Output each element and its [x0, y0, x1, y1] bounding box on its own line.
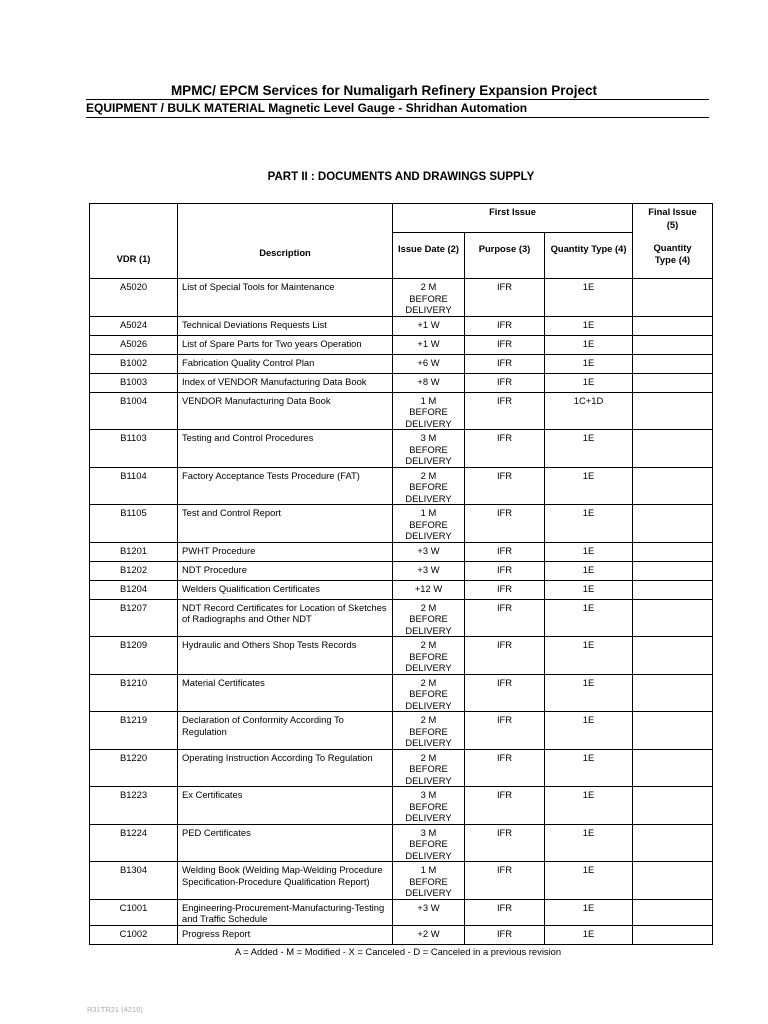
- vdr-cell: B1105: [90, 505, 178, 543]
- issue-date-cell: +2 W: [393, 925, 465, 944]
- col-header-qty-final: Quantity Type (4): [653, 242, 692, 265]
- table-row: [90, 542, 713, 561]
- final-quantity-cell: [633, 335, 713, 354]
- quantity-type-cell: 1E: [545, 505, 633, 543]
- vdr-cell: A5026: [90, 335, 178, 354]
- final-quantity-cell: [633, 392, 713, 430]
- quantity-type-cell: 1E: [545, 787, 633, 825]
- description-cell: Engineering-Procurement-Manufacturing-Testing and Traffic Schedule: [178, 899, 393, 925]
- col-header-description: Description: [178, 204, 393, 279]
- vdr-cell: B1220: [90, 749, 178, 787]
- purpose-cell: IFR: [465, 467, 545, 505]
- vdr-cell: B1004: [90, 392, 178, 430]
- purpose-cell: IFR: [465, 354, 545, 373]
- part-title: PART II : DOCUMENTS AND DRAWINGS SUPPLY: [267, 171, 535, 183]
- table-row: [90, 862, 713, 900]
- vdr-cell: B1204: [90, 580, 178, 599]
- final-quantity-cell: [633, 824, 713, 862]
- table-row: [90, 580, 713, 599]
- col-header-issue-date: Issue Date (2): [393, 233, 465, 279]
- issue-date-cell: +8 W: [393, 373, 465, 392]
- table-row: [90, 373, 713, 392]
- purpose-cell: IFR: [465, 430, 545, 468]
- purpose-cell: IFR: [465, 561, 545, 580]
- purpose-cell: IFR: [465, 373, 545, 392]
- issue-date-cell: 3 M BEFORE DELIVERY: [393, 787, 465, 825]
- purpose-cell: IFR: [465, 899, 545, 925]
- purpose-cell: IFR: [465, 542, 545, 561]
- description-cell: PED Certificates: [178, 824, 393, 862]
- purpose-cell: IFR: [465, 824, 545, 862]
- table-row: [90, 599, 713, 637]
- table-row: [90, 316, 713, 335]
- quantity-type-cell: 1E: [545, 599, 633, 637]
- quantity-type-cell: 1E: [545, 430, 633, 468]
- issue-date-cell: +1 W: [393, 335, 465, 354]
- table-row: [90, 749, 713, 787]
- issue-date-cell: 1 M BEFORE DELIVERY: [393, 505, 465, 543]
- vdr-cell: B1210: [90, 674, 178, 712]
- final-quantity-cell: [633, 580, 713, 599]
- quantity-type-cell: 1E: [545, 749, 633, 787]
- final-quantity-cell: [633, 862, 713, 900]
- vdr-cell: A5024: [90, 316, 178, 335]
- quantity-type-cell: 1E: [545, 712, 633, 750]
- col-header-qty-first: Quantity Type (4): [545, 233, 633, 279]
- issue-date-cell: 3 M BEFORE DELIVERY: [393, 824, 465, 862]
- final-quantity-cell: [633, 373, 713, 392]
- final-quantity-cell: [633, 925, 713, 944]
- description-cell: Index of VENDOR Manufacturing Data Book: [178, 373, 393, 392]
- description-cell: Progress Report: [178, 925, 393, 944]
- vdr-cell: A5020: [90, 279, 178, 317]
- table-row: [90, 467, 713, 505]
- quantity-type-cell: 1E: [545, 899, 633, 925]
- vdr-cell: C1002: [90, 925, 178, 944]
- document-title: MPMC/ EPCM Services for Numaligarh Refinery Expansion Project: [170, 83, 598, 98]
- issue-date-cell: +6 W: [393, 354, 465, 373]
- issue-date-cell: +1 W: [393, 316, 465, 335]
- issue-date-cell: +3 W: [393, 899, 465, 925]
- quantity-type-cell: 1C+1D: [545, 392, 633, 430]
- description-cell: Welding Book (Welding Map-Welding Procedure Specification-Procedure Qualification Report): [178, 862, 393, 900]
- vdr-cell: B1224: [90, 824, 178, 862]
- vdr-cell: B1104: [90, 467, 178, 505]
- quantity-type-cell: 1E: [545, 354, 633, 373]
- vdr-cell: B1207: [90, 599, 178, 637]
- quantity-type-cell: 1E: [545, 467, 633, 505]
- quantity-type-cell: 1E: [545, 542, 633, 561]
- col-header-purpose: Purpose (3): [465, 233, 545, 279]
- issue-date-cell: 3 M BEFORE DELIVERY: [393, 430, 465, 468]
- vdr-cell: B1103: [90, 430, 178, 468]
- table-row: [90, 824, 713, 862]
- description-cell: Technical Deviations Requests List: [178, 316, 393, 335]
- table-row: [90, 561, 713, 580]
- quantity-type-cell: 1E: [545, 824, 633, 862]
- description-cell: Testing and Control Procedures: [178, 430, 393, 468]
- final-quantity-cell: [633, 637, 713, 675]
- final-quantity-cell: [633, 712, 713, 750]
- final-quantity-cell: [633, 749, 713, 787]
- table-row: [90, 335, 713, 354]
- table-row: [90, 430, 713, 468]
- vdr-cell: C1001: [90, 899, 178, 925]
- description-cell: Ex Certificates: [178, 787, 393, 825]
- vdr-cell: B1223: [90, 787, 178, 825]
- issue-date-cell: +3 W: [393, 542, 465, 561]
- final-quantity-cell: [633, 467, 713, 505]
- table-row: [90, 637, 713, 675]
- final-quantity-cell: [633, 787, 713, 825]
- description-cell: NDT Record Certificates for Location of Sketches of Radiographs and Other NDT: [178, 599, 393, 637]
- quantity-type-cell: 1E: [545, 674, 633, 712]
- col-header-vdr: VDR (1): [90, 204, 178, 279]
- quantity-type-cell: 1E: [545, 373, 633, 392]
- title-rule: [86, 99, 709, 100]
- table-row: [90, 674, 713, 712]
- final-quantity-cell: [633, 354, 713, 373]
- description-cell: Welders Qualification Certificates: [178, 580, 393, 599]
- description-cell: Test and Control Report: [178, 505, 393, 543]
- issue-date-cell: 2 M BEFORE DELIVERY: [393, 599, 465, 637]
- description-cell: Material Certificates: [178, 674, 393, 712]
- final-quantity-cell: [633, 561, 713, 580]
- vdr-cell: B1202: [90, 561, 178, 580]
- issue-date-cell: 1 M BEFORE DELIVERY: [393, 862, 465, 900]
- description-cell: NDT Procedure: [178, 561, 393, 580]
- purpose-cell: IFR: [465, 505, 545, 543]
- footer-ref: R31TR21 (4210): [87, 1005, 143, 1014]
- table-row: [90, 279, 713, 317]
- quantity-type-cell: 1E: [545, 279, 633, 317]
- vdr-cell: B1201: [90, 542, 178, 561]
- purpose-cell: IFR: [465, 674, 545, 712]
- purpose-cell: IFR: [465, 316, 545, 335]
- table-row: [90, 899, 713, 925]
- final-quantity-cell: [633, 505, 713, 543]
- description-cell: Declaration of Conformity According To Regulation: [178, 712, 393, 750]
- group-header-first-issue: First Issue: [393, 204, 633, 233]
- vdr-cell: B1209: [90, 637, 178, 675]
- purpose-cell: IFR: [465, 637, 545, 675]
- vdr-cell: B1003: [90, 373, 178, 392]
- description-cell: Fabrication Quality Control Plan: [178, 354, 393, 373]
- vdr-cell: B1002: [90, 354, 178, 373]
- table-row: [90, 505, 713, 543]
- description-cell: Factory Acceptance Tests Procedure (FAT): [178, 467, 393, 505]
- issue-date-cell: 2 M BEFORE DELIVERY: [393, 467, 465, 505]
- table-row: [90, 787, 713, 825]
- purpose-cell: IFR: [465, 787, 545, 825]
- issue-date-cell: +3 W: [393, 561, 465, 580]
- purpose-cell: IFR: [465, 862, 545, 900]
- final-quantity-cell: [633, 430, 713, 468]
- final-quantity-cell: [633, 899, 713, 925]
- issue-date-cell: 2 M BEFORE DELIVERY: [393, 749, 465, 787]
- quantity-type-cell: 1E: [545, 925, 633, 944]
- issue-date-cell: 2 M BEFORE DELIVERY: [393, 712, 465, 750]
- document-subtitle: EQUIPMENT / BULK MATERIAL Magnetic Level Gauge - Shridhan Automation: [86, 101, 528, 115]
- quantity-type-cell: 1E: [545, 561, 633, 580]
- issue-date-cell: +12 W: [393, 580, 465, 599]
- description-cell: List of Special Tools for Maintenance: [178, 279, 393, 317]
- description-cell: List of Spare Parts for Two years Operation: [178, 335, 393, 354]
- final-quantity-cell: [633, 542, 713, 561]
- quantity-type-cell: 1E: [545, 637, 633, 675]
- quantity-type-cell: 1E: [545, 335, 633, 354]
- final-quantity-cell: [633, 674, 713, 712]
- purpose-cell: IFR: [465, 335, 545, 354]
- purpose-cell: IFR: [465, 925, 545, 944]
- table-row: [90, 392, 713, 430]
- quantity-type-cell: 1E: [545, 316, 633, 335]
- issue-date-cell: 2 M BEFORE DELIVERY: [393, 674, 465, 712]
- vdr-cell: B1304: [90, 862, 178, 900]
- legend: A = Added - M = Modified - X = Canceled - D = Canceled in a previous revision: [234, 946, 562, 957]
- description-cell: VENDOR Manufacturing Data Book: [178, 392, 393, 430]
- purpose-cell: IFR: [465, 279, 545, 317]
- documents-table: [89, 203, 713, 945]
- final-quantity-cell: [633, 316, 713, 335]
- group-header-final-issue: Final Issue (5) Quantity Type (4): [633, 204, 713, 279]
- purpose-cell: IFR: [465, 599, 545, 637]
- issue-date-cell: 1 M BEFORE DELIVERY: [393, 392, 465, 430]
- subtitle-rule: [86, 117, 709, 118]
- quantity-type-cell: 1E: [545, 862, 633, 900]
- purpose-cell: IFR: [465, 392, 545, 430]
- description-cell: Operating Instruction According To Regulation: [178, 749, 393, 787]
- issue-date-cell: 2 M BEFORE DELIVERY: [393, 279, 465, 317]
- purpose-cell: IFR: [465, 749, 545, 787]
- table-row: [90, 925, 713, 944]
- table-row: [90, 354, 713, 373]
- issue-date-cell: 2 M BEFORE DELIVERY: [393, 637, 465, 675]
- description-cell: PWHT Procedure: [178, 542, 393, 561]
- final-quantity-cell: [633, 279, 713, 317]
- table-row: [90, 712, 713, 750]
- final-quantity-cell: [633, 599, 713, 637]
- vdr-cell: B1219: [90, 712, 178, 750]
- purpose-cell: IFR: [465, 580, 545, 599]
- table-body: [90, 279, 713, 945]
- quantity-type-cell: 1E: [545, 580, 633, 599]
- description-cell: Hydraulic and Others Shop Tests Records: [178, 637, 393, 675]
- purpose-cell: IFR: [465, 712, 545, 750]
